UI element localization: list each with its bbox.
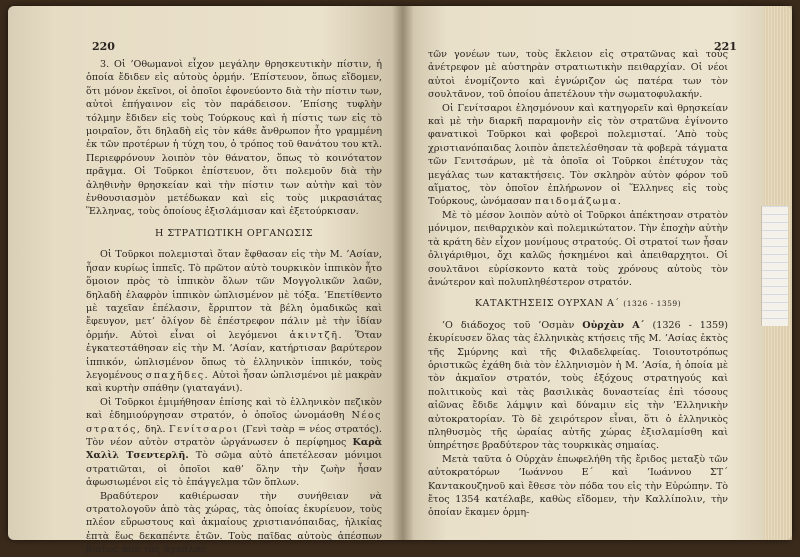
paragraph: ’Ο διάδοχος τοῦ ’Οσμὰν Οὐρχὰν Α΄ (1326 - 1359) ἐκυρίευσεν ὅλας τὰς ἑλληνικὰς κτήσεις τῆς Μ. ’Ασίας ἐκτὸς τῆς Σμύρνης καὶ τῆς Φιλαδελφείας. Τοιουτοτρόπως ὁριστικῶς ἐχάθη διὰ τὸν ἑλληνισμὸν ἡ Μ. ’Ασία, ἡ ὁποία μὲ τὸν ἀκμαῖον στρατόν, τοὺς ἐξόχους στρατηγούς καὶ πολιτικοὺς καὶ τὰς βασιλικὰς δυναστείας ἐπὶ τόσους αἰῶνας ἔδιδε λάμψιν καὶ δύναμιν εἰς τὴν ’Ελληνικὴν αὐτοκρατορίαν. Τὸ δὲ χειρότερον εἶναι, ὅτι ὁ ἑλληνικὸς πληθυσμὸς τῆς ὡραίας αὐτῆς χώρας ἐξισλαμίσθη καὶ ὑπηρέτησε βραδύτερον τὰς τουρκικὰς σημαίας. [428,319,728,452]
inserted-note-card [761,206,788,326]
left-page [8,6,400,556]
paragraph: Οἱ Τοῦρκοι ἐμιμήθησαν ἐπίσης καὶ τὸ ἑλληνικὸν πεζικὸν καὶ ἐδημιούργησαν στρατόν, ὁ ὁποῖος ὠνομάσθη Νέος στρατός, δηλ. Γενίτσαροι (Γενὶ τσὰρ = νέος στρατός). Τὸν νέον αὐτὸν στρατὸν ὠργάνωσεν ὁ περίφημος Καρὰ Χαλὶλ Τσεντερλῆ. Τὸ σῶμα αὐτὸ ἀπετέλεσαν μόνιμοι στρατιῶται, οἱ ὁποῖοι καθ’ ὅλην τὴν ζωὴν ἦσαν ἀφωσιωμένοι εἰς τὸ ἐπάγγελμα τῶν ὅπλων. [86,396,382,489]
paragraph: τῶν γονέων των, τοὺς ἔκλειον εἰς στρατῶνας καὶ τοὺς ἀνέτρεφον μὲ αὐστηρὰν στρατιωτικὴν πειθαρχίαν. Οἱ νέοι αὐτοὶ ἐνομίζοντο καὶ ἐγνώριζον ὡς πατέρα των τὸν σουλτᾶνον, τοῦ ὁποίου ἀπετέλουν τὴν σωματοφυλακήν. [428,49,728,101]
paragraph: Οἱ Γενίτσαροι ἐλησμόνουν καὶ κατηγορεῖν καὶ θρησκείαν καὶ μὲ τὴν διαρκῆ παραμονὴν εἰς τὸν στρατῶνα ἐγίνοντο φανατικοὶ Τοῦρκοι καὶ φοβεροὶ πολεμισταί. ’Απὸ τοὺς χριστιανόπαιδας λοιπὸν ἀπετελέσθησαν τὰ φοβερὰ τάγματα τῶν Γενιτσάρων, μὲ τὰ ὁποῖα οἱ Τοῦρκοι ἐπέτυχον τὰς μεγάλας των κατακτήσεις. Τὸν σκληρὸν αὐτὸν φόρον τοῦ αἵματος, τὸν ὁποῖον ἐπλήρωνον οἱ Ἕλληνες εἰς τοὺς Τούρκους, ὠνόμασαν παιδομάζωμα. [428,102,728,208]
paragraph: Μετὰ ταῦτα ὁ Οὐρχὰν ἐπωφελήθη τῆς ἔριδος μεταξὺ τῶν αὐτοκρατόρων ’Ιωάννου Ε΄ καὶ ’Ιωάννου ΣΤ΄ Καντακουζηνοῦ καὶ ἔθεσε τὸν πόδα του εἰς τὴν Εὐρώπην. Τὸ ἔτος 1354 κατέλαβε, καθὼς εἴδομεν, τὴν Καλλίπολιν, τὴν ὁποίαν ἔκαμεν ὁρμη- [428,453,728,519]
name-orchan: Οὐρχὰν Α΄ [582,319,645,331]
term-spachides: σπαχῆδες. [145,369,210,381]
right-page [404,6,792,540]
term-genitsaroi: Γενίτσαροι [168,423,239,435]
paragraph: Μὲ τὸ μέσον λοιπὸν αὐτὸ οἱ Τοῦρκοι ἀπέκτησαν στρατὸν μόνιμον, πειθαρχικὸν καὶ πολεμικώτατον. Τὴν ἐποχὴν αὐτὴν τὰ κράτη δὲν εἶχον μονίμους στρατούς. Οἱ στρατοί των ἦσαν ὀλιγάριθμοι, ὄχι καλῶς ἠσκημένοι καὶ ἀπειθαρχητοι. Οἱ σουλτᾶνοι εὑρίσκοντο κατὰ τοὺς χρόνους αὐτοὺς τὸν ἀνώτερον καὶ πολυπληθέστερον στρατόν. [428,209,728,288]
open-book [8,6,792,556]
paragraph: Βραδύτερον καθιέρωσαν τὴν συνήθειαν νὰ στρατολογοῦν ἀπὸ τὰς χώρας, τὰς ὁποίας ἐκυρίευον, τοὺς πλέον εὔρωστους καὶ ἀκμαίους χριστιανόπαιδας, ἡλικίας ἑπτὰ ἕως δεκαπέντε ἐτῶν. Τοὺς παῖδας αὐτοὺς ἀπέσπων βιαίως ἀπὸ τὰς ἀγκάλας [86,490,382,556]
term-paidomazoma: παιδομάζωμα. [534,196,623,208]
name-kara-chalil: Καρὰ Χαλὶλ Τσεντερλῆ. [86,436,382,462]
right-page-text [428,48,728,520]
section-heading: ΚΑΤΑΚΤΗΣΕΙΣ ΟΥΡΧΑΝ Α΄ (1326 - 1359) [474,298,682,310]
paragraph: 3. Οἱ ’Οθωμανοὶ εἶχον μεγάλην θρησκευτικὴν πίστιν, ἡ ὁποία ἔδιδεν εἰς αὐτοὺς ὁρμήν. ’Επίστευον, ὅπως εἴδομεν, ὅτι μόνον ἐκεῖνοι, οἱ ὁποῖοι ἐφονεύοντο διὰ τὴν πίστιν των, αὐτοὶ ἐπήγαινον εἰς τὸν παράδεισον. ’Επίσης τυφλὴν τόλμην ἔδιδεν εἰς τοὺς Τούρκους καὶ ἡ πίστις των εἰς τὸ μοιραῖον, ὅτι δηλαδὴ εἰς τὸν κάθε ἄνθρωπον ἦτο γραμμένη ἐκ τῶν προτέρων ἡ τύχη του, ὁ τρόπος τοῦ θανάτου του κτλ. Περιεφρόνουν λοιπὸν τὸν θάνατον, ὅπως τὸ κοινότατον πρᾶγμα. Οἱ Τοῦρκοι ἐπίστευον, ὅτι πολεμοῦν διὰ τὴν ἀληθινὴν θρησκείαν καὶ τὴν πίστιν των αὐτὴν καὶ τὸν ἐνθουσιασμὸν μετέδωκαν καὶ εἰς τοὺς μικρασιάτας Ἕλληνας, τοὺς ὁποίους ἐξισλάμισαν καὶ ἐξετούρκισαν. [86,59,382,218]
term-neos-stratos: Νέος στρατός, [86,410,382,435]
section-heading: Η ΣΤΡΑΤΙΩΤΙΚΗ ΟΡΓΑΝΩΣΙΣ [154,227,313,239]
left-page-text [86,58,382,557]
page-number: 220 [92,40,115,53]
heading-dates: (1326 - 1359) [623,299,682,309]
term-akintzi: ἀκιντζῆ. [289,329,344,341]
paragraph: Οἱ Τοῦρκοι πολεμισταὶ ὅταν ἔφθασαν εἰς τὴν Μ. ’Ασίαν, ἦσαν κυρίως ἱππεῖς. Τὸ πρῶτον αὐτὸ τουρκικὸν ἱππικὸν ἦτο ὅμοιον πρὸς τὸ ἱππικὸν ὅλων τῶν Μογγολικῶν λαῶν, δηλαδὴ ἐλαφρὸν ἱππικὸν ὡπλισμένον μὲ τόξα. ’Επετίθεντο μὲ ταχεῖαν ἐπέλασιν, ἔρριπτον τὰ βέλη ὁμαδικῶς καὶ ἔφευγον, μετ’ ὀλίγον δὲ ἐπέστρεφον πάλιν μὲ τὴν ἰδίαν ὁρμήν. Αὐτοὶ εἶναι οἱ λεγόμενοι ἀκιντζῆ. Ὅταν ἐγκατεστάθησαν εἰς τὴν Μ. ’Ασίαν, κατήρτισαν βαρύτερον ἱππικόν, ὡπλισμένον ὅπως τὸ ἑλληνικὸν ἱππικόν, τοὺς λεγομένους σπαχῆδες. Αὐτοὶ ἦσαν ὡπλισμένοι μὲ μακρὰν καὶ κυρτὴν σπάθην (γιαταγάνι). [86,249,382,395]
page-number: 221 [714,40,737,53]
